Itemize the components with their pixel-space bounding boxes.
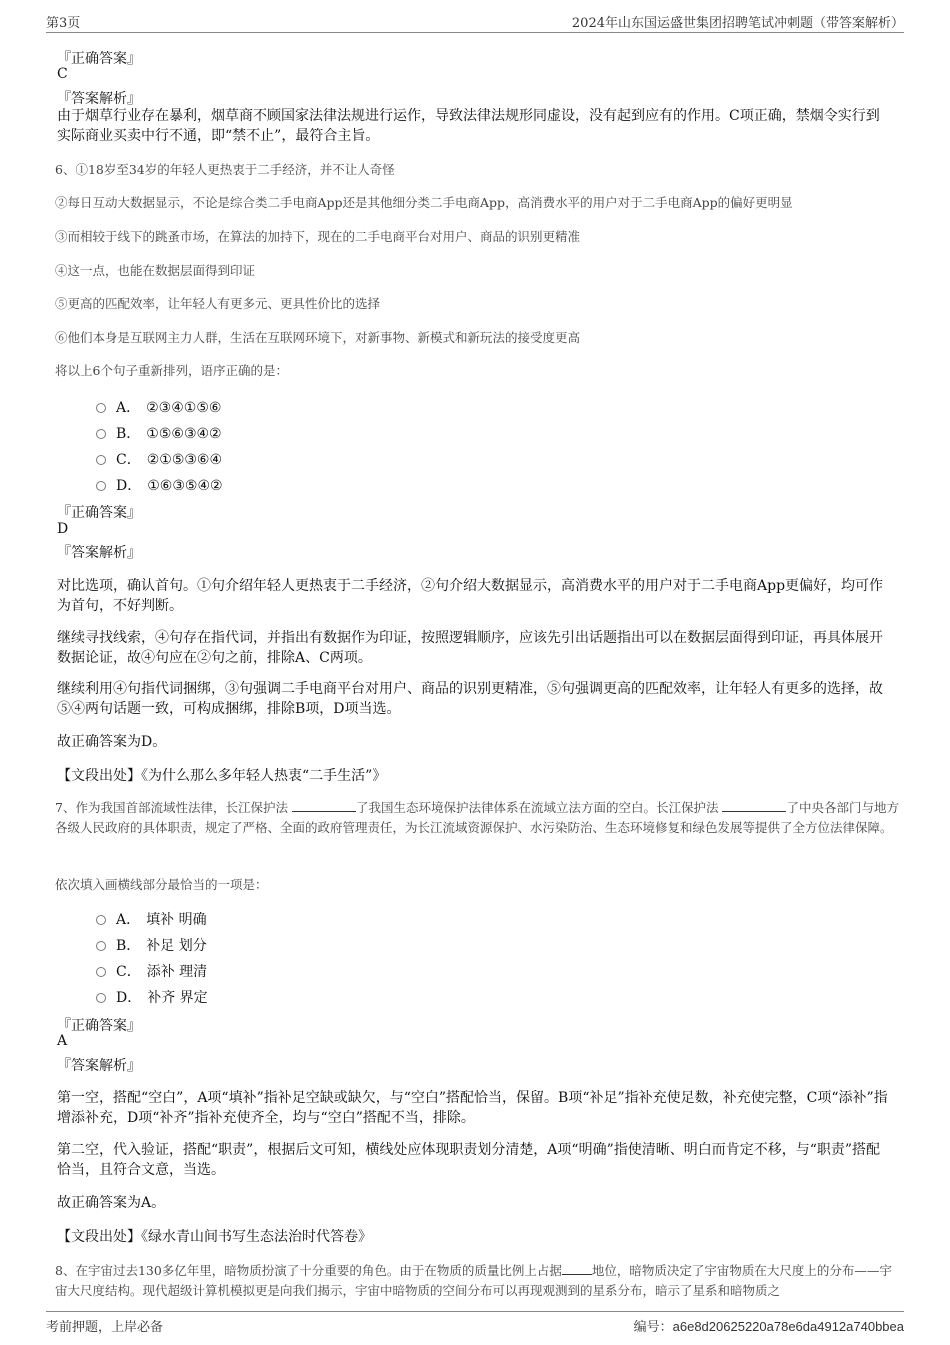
q6-analysis-p4: 故正确答案为D。 bbox=[57, 734, 167, 750]
page-header bbox=[46, 10, 904, 33]
q7-stem-part-2: 了我国生态环境保护法律体系在流域立法方面的空白。长江保护法 bbox=[355, 800, 719, 815]
q7-option-c[interactable] bbox=[96, 961, 207, 981]
option-text: 补齐 界定 bbox=[147, 990, 208, 1006]
q6-analysis-p1: 对比选项，确认首句。①句介绍年轻人更热衷于二手经济，②句介绍大数据显示，高消费水平的用户对于二手电商App更偏好，均可作为首句，不好判断。 bbox=[57, 578, 884, 614]
option-text: 补足 划分 bbox=[146, 938, 207, 954]
radio-icon[interactable] bbox=[96, 455, 106, 465]
radio-icon[interactable] bbox=[96, 915, 106, 925]
q7-analysis-p1: 第一空，搭配“空白”，A项“填补”指补足空缺或缺欠，与“空白”搭配恰当，保留。B项“补足”指补充使足数，补充使完整，C项“添补”指增添补充，D项“补齐”指补充使齐全，均与“空白”搭配不当，排除。 bbox=[57, 1090, 888, 1126]
q8-stem-part-2: 地位，暗物质决定了宇宙物质在大尺度上的分布——宇宙大尺度结构。现代超级计算机模拟更是向我们揭示，宇宙中暗物质的空间分布可以再现观测到的星系分布，暗示了星系和暗物质之 bbox=[55, 1263, 892, 1298]
q7-analysis-p2: 第二空，代入验证，搭配“职责”，根据后文可知，横线处应体现职责划分清楚，A项“明确”指使清晰、明白而肯定不移，与“职责”搭配恰当，且符合文意，当选。 bbox=[57, 1142, 881, 1178]
option-letter: B． bbox=[116, 426, 141, 442]
option-text: 填补 明确 bbox=[146, 912, 207, 928]
q6-analysis-p3: 继续利用④句指代词捆绑，③句强调二手电商平台对用户、商品的识别更精准，⑤句强调更高的匹配效率，让年轻人有更多的选择，故⑤④两句话题一致，可构成捆绑，排除B项，D项当选。 bbox=[57, 681, 883, 717]
q6-answer: D bbox=[57, 521, 69, 537]
option-text: ①⑤⑥③④② bbox=[146, 426, 222, 442]
footer-slogan: 考前押题，上岸必备 bbox=[46, 1320, 164, 1335]
option-text: ②③④①⑤⑥ bbox=[146, 400, 222, 416]
q6-sentence-6: ⑥他们本身是互联网主力人群，生活在互联网环境下，对新事物、新模式和新玩法的接受度更高 bbox=[55, 330, 581, 345]
option-letter: C． bbox=[116, 964, 141, 980]
q7-prompt: 依次填入画横线部分最恰当的一项是： bbox=[55, 877, 268, 892]
option-letter: A． bbox=[116, 400, 141, 416]
q6-prompt: 将以上6个句子重新排列，语序正确的是： bbox=[55, 363, 288, 378]
q7-option-d[interactable] bbox=[96, 987, 208, 1007]
q7-option-b[interactable] bbox=[96, 935, 207, 955]
q7-analysis-label: 『答案解析』 bbox=[57, 1058, 141, 1074]
q7-answer: A bbox=[57, 1033, 68, 1049]
q7-source: 【文段出处】《绿水青山间书写生态法治时代答卷》 bbox=[57, 1229, 372, 1245]
q6-source: 【文段出处】《为什么那么多年轻人热衷“二手生活”》 bbox=[57, 768, 387, 784]
q7-analysis-p3: 故正确答案为A。 bbox=[57, 1195, 166, 1211]
q6-sentence-1: 6、①18岁至34岁的年轻人更热衷于二手经济，并不让人奇怪 bbox=[55, 162, 395, 177]
q6-option-b[interactable] bbox=[96, 423, 222, 443]
q6-option-c[interactable] bbox=[96, 449, 222, 469]
q6-answer-label: 『正确答案』 bbox=[57, 505, 141, 521]
q5-analysis-label: 『答案解析』 bbox=[57, 91, 141, 107]
q7-option-a[interactable] bbox=[96, 909, 207, 929]
fill-blank bbox=[292, 799, 356, 812]
q7-stem-part-3: 了中央各部门与地方各级人民政府的具体职责，规定了严格、全面的政府管理责任，为长江流域资源保护、水污染防治、生态环境修复和绿色发展等提供了全方位法律保障。 bbox=[55, 800, 899, 835]
page-footer bbox=[46, 1311, 904, 1336]
option-text: ①⑥③⑤④② bbox=[147, 478, 223, 494]
q6-sentence-2: ②每日互动大数据显示，不论是综合类二手电商App还是其他细分类二手电商App，高消费水平的用户对于二手电商App的偏好更明显 bbox=[55, 195, 793, 210]
q5-analysis: 由于烟草行业存在暴利，烟草商不顾国家法律法规进行运作，导致法律法规形同虚设，没有起到应有的作用。C项正确，禁烟令实行到实际商业买卖中行不通，即“禁不止”，最符合主旨。 bbox=[57, 108, 880, 144]
q6-sentence-4: ④这一点，也能在数据层面得到印证 bbox=[55, 263, 256, 278]
q7-stem-part-1: 7、作为我国首部流域性法律，长江保护法 bbox=[55, 800, 288, 815]
q8-stem-part-1: 8、在宇宙过去130多亿年里，暗物质扮演了十分重要的角色。由于在物质的质量比例上占据 bbox=[55, 1263, 562, 1278]
option-letter: C． bbox=[116, 452, 141, 468]
fill-blank bbox=[722, 799, 786, 812]
option-letter: D． bbox=[116, 990, 142, 1006]
code-label: 编号： bbox=[633, 1320, 673, 1335]
document-code bbox=[634, 1316, 904, 1335]
option-letter: A． bbox=[116, 912, 141, 928]
radio-icon[interactable] bbox=[96, 481, 106, 491]
option-letter: D． bbox=[116, 478, 142, 494]
radio-icon[interactable] bbox=[96, 403, 106, 413]
option-letter: B． bbox=[116, 938, 141, 954]
q6-sentence-3: ③而相较于线下的跳蚤市场，在算法的加持下，现在的二手电商平台对用户、商品的识别更精准 bbox=[55, 229, 581, 244]
option-text: 添补 理清 bbox=[146, 964, 208, 980]
radio-icon[interactable] bbox=[96, 993, 106, 1003]
q6-option-d[interactable] bbox=[96, 475, 223, 495]
fill-blank bbox=[562, 1262, 592, 1275]
q7-answer-label: 『正确答案』 bbox=[57, 1018, 141, 1034]
radio-icon[interactable] bbox=[96, 941, 106, 951]
radio-icon[interactable] bbox=[96, 967, 106, 977]
page-number: 第3页 bbox=[46, 16, 81, 31]
q6-sentence-5: ⑤更高的匹配效率，让年轻人有更多元、更具性价比的选择 bbox=[55, 296, 381, 311]
q5-answer: C bbox=[57, 66, 68, 82]
q6-analysis-p2: 继续寻找线索，④句存在指代词，并指出有数据作为印证，按照逻辑顺序，应该先引出话题指出可以在数据层面得到印证，再具体展开数据论证，故④句应在②句之前，排除A、C两项。 bbox=[57, 630, 883, 666]
option-text: ②①⑤③⑥④ bbox=[146, 452, 223, 468]
document-title: 2024年山东国运盛世集团招聘笔试冲刺题（带答案解析） bbox=[571, 16, 904, 31]
code-value: a6e8d20625220a78e6da4912a740bbea bbox=[672, 1319, 904, 1334]
radio-icon[interactable] bbox=[96, 429, 106, 439]
q5-answer-label: 『正确答案』 bbox=[57, 51, 141, 67]
q7-stem bbox=[55, 798, 900, 838]
q8-stem bbox=[55, 1261, 900, 1301]
q6-option-a[interactable] bbox=[96, 397, 221, 417]
q6-analysis-label: 『答案解析』 bbox=[57, 545, 141, 561]
